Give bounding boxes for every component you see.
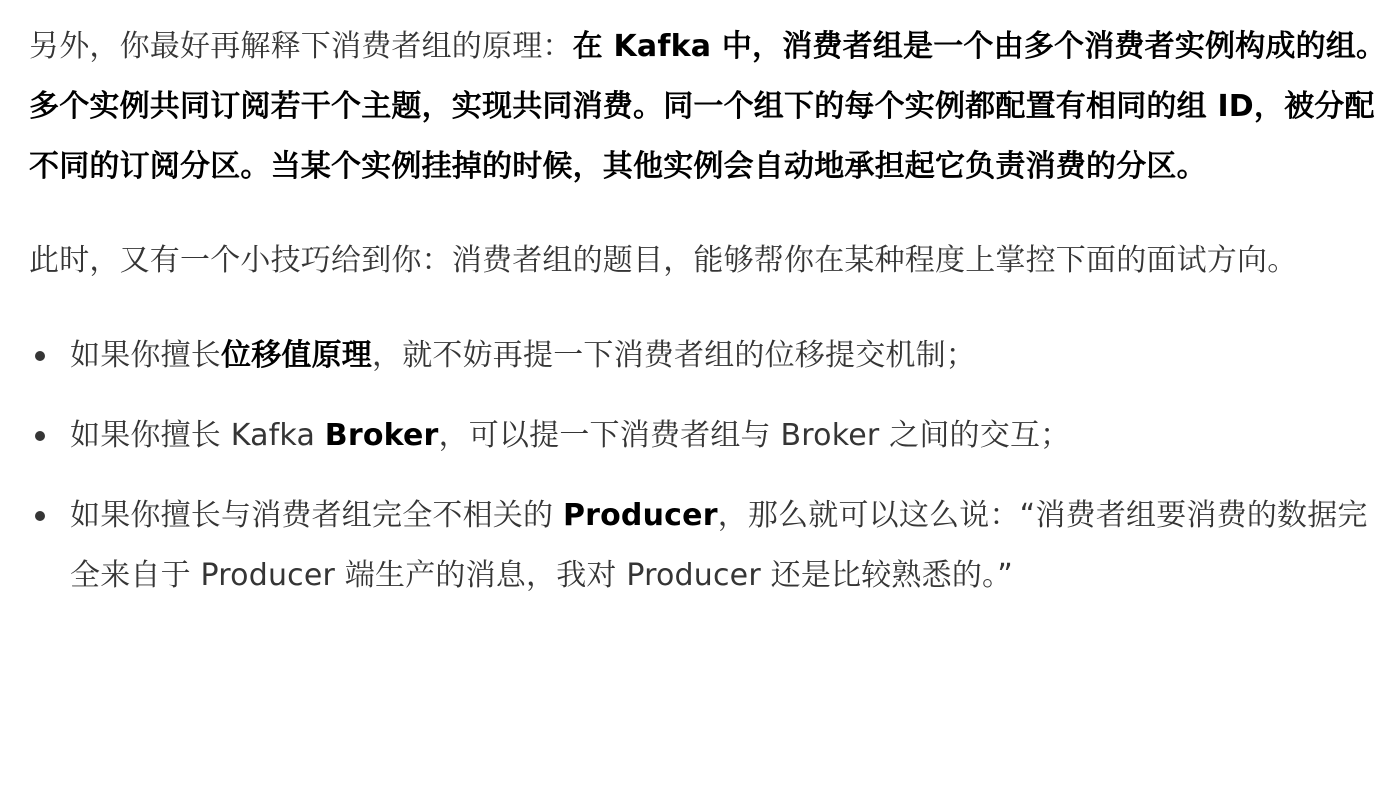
- list-item-suffix: ，那么就可以这么说：“消费者组要消费的数据完全来自于 Producer 端生产的消息，我对 Producer 还是比较熟悉的。”: [70, 498, 1368, 593]
- list-item: [29, 406, 1389, 466]
- list-item-bold: 位移值原理: [221, 338, 372, 373]
- list-item-prefix: 如果你擅长: [70, 338, 221, 373]
- paragraph-tip-text: 此时，又有一个小技巧给到你：消费者组的题目，能够帮你在某种程度上掌控下面的面试方向。: [29, 243, 1298, 278]
- list-item-bold: Broker: [324, 418, 439, 453]
- list-item-suffix: ，可以提一下消费者组与 Broker 之间的交互；: [438, 418, 1071, 453]
- bullet-dot-icon: [35, 351, 45, 361]
- paragraph-tip: [29, 231, 1389, 291]
- tips-list: [29, 326, 1389, 606]
- list-item-prefix: 如果你擅长 Kafka: [70, 418, 325, 453]
- list-item-prefix: 如果你擅长与消费者组完全不相关的: [70, 498, 563, 533]
- list-item: [29, 486, 1389, 606]
- paragraph-consumer-group-principle: [29, 17, 1389, 197]
- bullet-dot-icon: [35, 511, 45, 521]
- paragraph-bold-explanation: 在 Kafka 中，消费者组是一个由多个消费者实例构成的组。多个实例共同订阅若干个主题，实现共同消费。同一个组下的每个实例都配置有相同的组 ID，被分配不同的订阅分区。当某个实例挂掉的时候，其他实例会自动地承担起它负责消费的分区。: [29, 29, 1387, 184]
- list-item-suffix: ，就不妨再提一下消费者组的位移提交机制；: [372, 338, 976, 373]
- paragraph-intro-text: 另外，你最好再解释下消费者组的原理：: [29, 29, 573, 64]
- list-item: [29, 326, 1389, 386]
- bullet-dot-icon: [35, 431, 45, 441]
- article-body: [29, 0, 1389, 606]
- list-item-bold: Producer: [562, 498, 718, 533]
